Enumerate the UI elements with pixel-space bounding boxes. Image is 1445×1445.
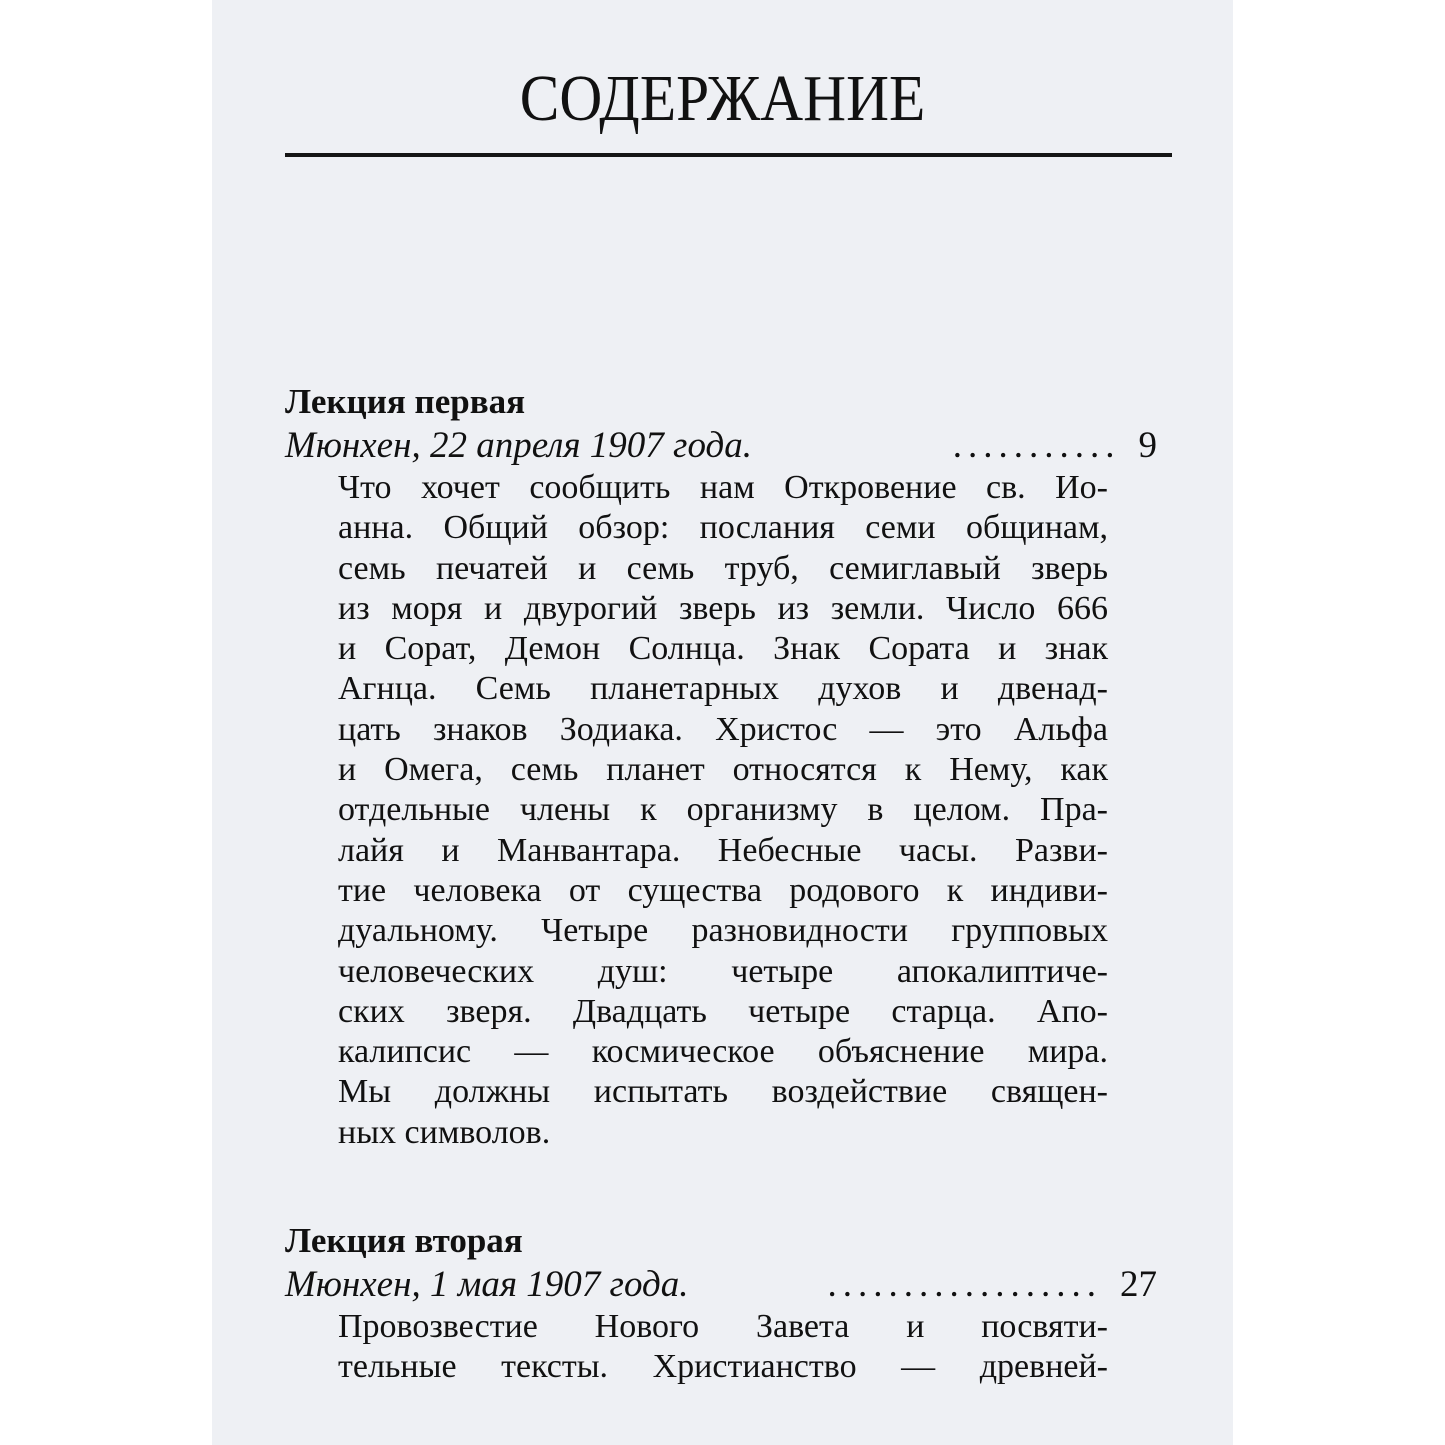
summary-line: ных символов. xyxy=(338,1113,551,1151)
book-page xyxy=(212,0,1233,1445)
summary-line: дуальному. Четыре разновидности групповых xyxy=(338,912,1108,950)
toc-entry-lecture-2 xyxy=(285,1219,1157,1388)
lecture-heading: Лекция первая xyxy=(285,382,526,421)
lecture-summary xyxy=(338,1307,1108,1388)
summary-line: и Сорат, Демон Солнца. Знак Сората и знак xyxy=(338,630,1108,668)
page-title: СОДЕРЖАНИЕ xyxy=(519,62,926,135)
summary-line: ских зверя. Двадцать четыре старца. Апо- xyxy=(338,992,1108,1030)
summary-line: тие человека от существа родового к индиви- xyxy=(338,871,1108,909)
summary-line: и Омега, семь планет относятся к Нему, как xyxy=(338,751,1108,789)
summary-line: Провозвестие Нового Завета и посвяти- xyxy=(338,1308,1108,1345)
summary-line: Мы должны испытать воздействие священ- xyxy=(338,1073,1108,1111)
summary-line: цать знаков Зодиака. Христос — это Альфа xyxy=(338,710,1108,748)
dot-leader: ........... xyxy=(952,425,1121,466)
summary-line: калипсис — космическое объяснение мира. xyxy=(338,1033,1108,1071)
lecture-summary xyxy=(338,468,1108,1153)
summary-line: из моря и двурогий зверь из земли. Число 666 xyxy=(338,589,1108,627)
page-number: 9 xyxy=(1138,425,1157,466)
summary-line: Агнца. Семь планетарных духов и двенад- xyxy=(338,670,1108,708)
title-underline-divider xyxy=(285,153,1172,157)
toc-entry-lecture-1 xyxy=(285,380,1157,1153)
lecture-place-date: Мюнхен, 22 апреля 1907 года. xyxy=(285,425,752,466)
summary-line: семь печатей и семь труб, семиглавый зверь xyxy=(338,549,1108,587)
lecture-place-date-line xyxy=(285,1263,1157,1307)
summary-line: тельные тексты. Христианство — древней- xyxy=(338,1348,1108,1386)
summary-line: анна. Общий обзор: послания семи общинам, xyxy=(338,509,1108,547)
lecture-heading: Лекция вторая xyxy=(285,1221,523,1260)
summary-line: Что хочет сообщить нам Откровение св. Ио- xyxy=(338,469,1108,506)
summary-line: отдельные члены к организму в целом. Пра- xyxy=(338,791,1108,829)
dot-leader: .................. xyxy=(827,1264,1102,1305)
summary-line: человеческих душ: четыре апокалиптиче- xyxy=(338,952,1108,990)
lecture-place-date-line xyxy=(285,424,1157,468)
summary-line: лайя и Манвантара. Небесные часы. Разви- xyxy=(338,831,1108,869)
page-number: 27 xyxy=(1120,1264,1157,1305)
lecture-place-date: Мюнхен, 1 мая 1907 года. xyxy=(285,1264,689,1305)
